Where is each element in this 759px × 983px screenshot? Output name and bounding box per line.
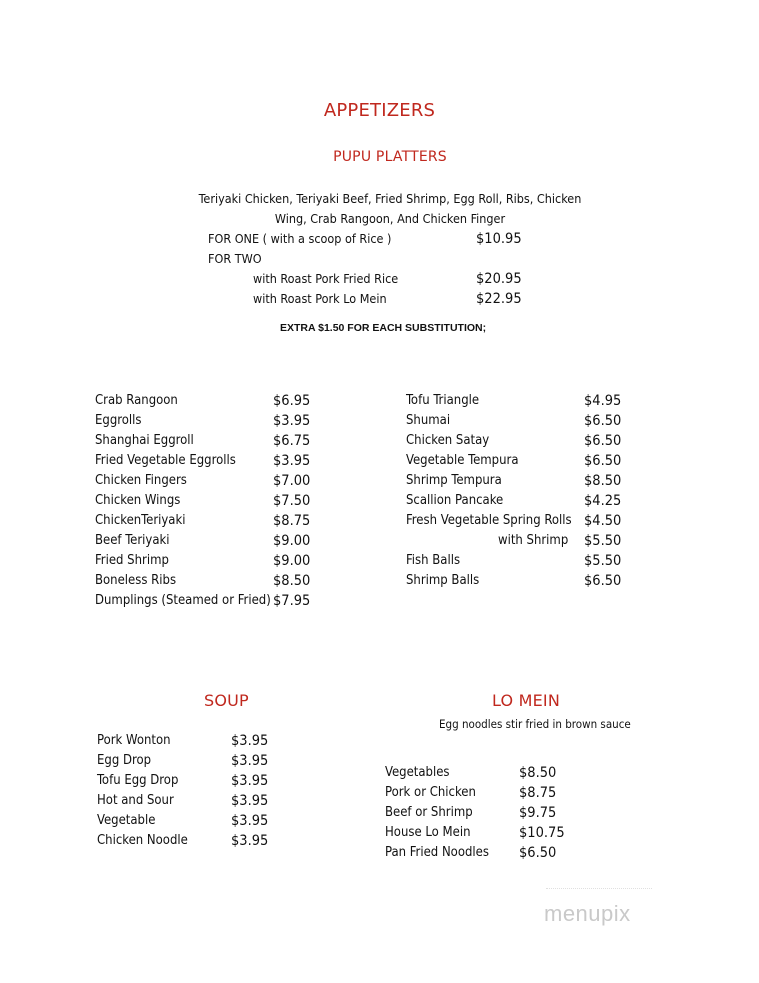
menu-item-price: $10.75 — [519, 825, 565, 841]
pupu-option-name: with Roast Pork Lo Mein — [253, 291, 387, 306]
menu-item-price: $3.95 — [231, 793, 269, 809]
menu-item-price: $8.50 — [273, 573, 311, 589]
pupu-description-line-1: Teriyaki Chicken, Teriyaki Beef, Fried Shrimp, Egg Roll, Ribs, Chicken — [198, 191, 582, 206]
menu-item-price: $6.50 — [584, 413, 622, 429]
menu-item-name: Chicken Fingers — [95, 473, 187, 488]
menu-item-name: Fish Balls — [406, 553, 461, 568]
substitution-note: EXTRA $1.50 FOR EACH SUBSTITUTION; — [280, 322, 487, 334]
menu-item-name: Fresh Vegetable Spring Rolls — [406, 513, 572, 528]
watermark-dots — [546, 888, 652, 891]
menu-item-name: Vegetable Tempura — [406, 453, 519, 468]
menu-item-name: Scallion Pancake — [406, 493, 504, 508]
menu-item-price: $5.50 — [584, 533, 622, 549]
pupu-option-price: $22.95 — [476, 291, 522, 307]
menu-item-name: Crab Rangoon — [95, 393, 178, 408]
menu-item-name: Fried Vegetable Eggrolls — [95, 453, 236, 468]
menu-item-price: $8.50 — [584, 473, 622, 489]
menu-item-price: $6.95 — [273, 393, 311, 409]
menu-item-price: $3.95 — [231, 753, 269, 769]
menu-item-name: Pork or Chicken — [385, 785, 476, 800]
pupu-for-one-price: $10.95 — [476, 231, 522, 247]
menu-item-name: Shrimp Tempura — [406, 473, 502, 488]
menu-item-price: $3.95 — [231, 733, 269, 749]
menu-item-price: $8.75 — [273, 513, 311, 529]
lo-mein-subtitle: Egg noodles stir fried in brown sauce — [439, 717, 631, 731]
menu-item-price: $3.95 — [273, 413, 311, 429]
menu-item-name: Chicken Satay — [406, 433, 490, 448]
menu-item-price: $6.50 — [584, 453, 622, 469]
menu-item-price: $5.50 — [584, 553, 622, 569]
menu-item-price: $3.95 — [273, 453, 311, 469]
menu-item-name: House Lo Mein — [385, 825, 471, 840]
menu-item-price: $8.75 — [519, 785, 557, 801]
pupu-option-price: $20.95 — [476, 271, 522, 287]
menu-item-price: $3.95 — [231, 833, 269, 849]
menu-item-price: $7.00 — [273, 473, 311, 489]
pupu-for-one-label: FOR ONE ( with a scoop of Rice ) — [208, 231, 392, 246]
soup-title: SOUP — [204, 691, 249, 710]
pupu-platters-title: PUPU PLATTERS — [333, 149, 447, 165]
pupu-option-name: with Roast Pork Fried Rice — [253, 271, 399, 286]
pupu-for-two-label: FOR TWO — [208, 251, 262, 266]
menu-item-name: Tofu Egg Drop — [97, 773, 179, 788]
menupix-watermark: menupix — [544, 901, 631, 926]
menu-item-price: $3.95 — [231, 773, 269, 789]
menu-item-price: $3.95 — [231, 813, 269, 829]
menu-item-name: Vegetables — [385, 765, 450, 780]
menu-item-name: Pork Wonton — [97, 733, 171, 748]
menu-item-name: Hot and Sour — [97, 793, 174, 808]
menu-item-name: Dumplings (Steamed or Fried) — [95, 593, 271, 608]
menu-item-price: $6.50 — [584, 573, 622, 589]
menu-item-name: Fried Shrimp — [95, 553, 169, 568]
menu-item-price: $4.50 — [584, 513, 622, 529]
menu-item-name: Beef Teriyaki — [95, 533, 170, 548]
menu-item-name: Vegetable — [97, 813, 156, 828]
menu-item-name: Boneless Ribs — [95, 573, 177, 588]
menu-item-name: Pan Fried Noodles — [385, 845, 489, 860]
menu-item-name: Shumai — [406, 413, 451, 428]
menu-item-name: Tofu Triangle — [406, 393, 480, 408]
menu-item-name: with Shrimp — [498, 533, 569, 548]
menu-item-price: $9.75 — [519, 805, 557, 821]
menu-item-name: Shrimp Balls — [406, 573, 480, 588]
menu-item-name: Chicken Noodle — [97, 833, 188, 848]
menu-item-name: Eggrolls — [95, 413, 142, 428]
menu-item-price: $7.50 — [273, 493, 311, 509]
menu-item-price: $4.25 — [584, 493, 622, 509]
menu-item-price: $6.50 — [519, 845, 557, 861]
menu-item-price: $7.95 — [273, 593, 311, 609]
menu-item-name: ChickenTeriyaki — [95, 513, 186, 528]
appetizers-title: APPETIZERS — [323, 100, 436, 121]
menu-item-name: Shanghai Eggroll — [95, 433, 194, 448]
menu-item-price: $6.50 — [584, 433, 622, 449]
lo-mein-title: LO MEIN — [492, 691, 561, 710]
menu-item-price: $9.00 — [273, 553, 311, 569]
menu-item-price: $8.50 — [519, 765, 557, 781]
menu-item-name: Beef or Shrimp — [385, 805, 473, 820]
menu-item-price: $6.75 — [273, 433, 311, 449]
menu-item-name: Chicken Wings — [95, 493, 181, 508]
menu-item-price: $4.95 — [584, 393, 622, 409]
pupu-description-line-2: Wing, Crab Rangoon, And Chicken Finger — [274, 211, 506, 226]
menu-item-price: $9.00 — [273, 533, 311, 549]
menu-item-name: Egg Drop — [97, 753, 152, 768]
